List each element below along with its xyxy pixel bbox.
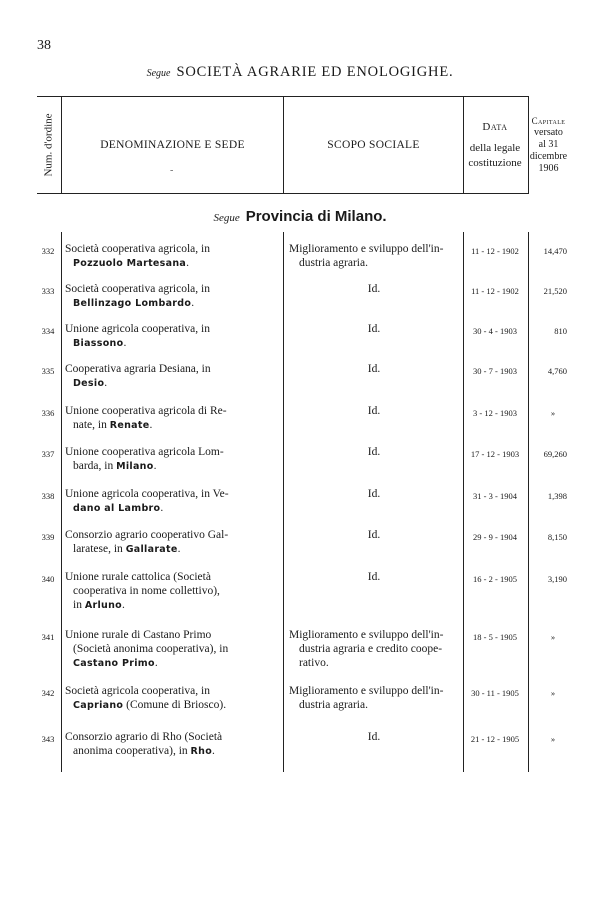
page-title bbox=[0, 64, 600, 81]
row-scopo: Miglioramento e sviluppo dell'in- dustria agraria. bbox=[289, 243, 444, 269]
row-scopo: Miglioramento e sviluppo dell'in- dustria agraria. bbox=[289, 685, 444, 711]
row-denominazione: Unione agricola cooperativa, in Biassono. bbox=[65, 323, 210, 349]
row-capitale: » bbox=[550, 734, 556, 744]
row-number: 338 bbox=[41, 491, 55, 501]
row-denominazione: Società cooperativa agricola, in Pozzuolo Martesana. bbox=[65, 243, 210, 269]
row-number: 334 bbox=[41, 326, 55, 336]
row-number: 339 bbox=[41, 532, 55, 542]
row-denominazione: Consorzio agrario cooperativo Gal- laratese, in Gallarate. bbox=[65, 529, 229, 555]
title-segue: Segue bbox=[146, 68, 171, 79]
column-header-data: Data della legale costituzione bbox=[463, 97, 526, 193]
row-denominazione: Unione agricola cooperativa, in Ve- dano al Lambro. bbox=[65, 488, 229, 514]
row-date: 18 - 5 - 1905 bbox=[473, 632, 517, 642]
row-scopo: Id. bbox=[367, 446, 381, 458]
row-date: 16 - 2 - 1905 bbox=[473, 574, 517, 584]
row-date: 11 - 12 - 1902 bbox=[471, 246, 519, 256]
page-number: 38 bbox=[37, 38, 51, 53]
section-segue: Segue bbox=[213, 212, 240, 224]
row-date: 30 - 7 - 1903 bbox=[473, 366, 517, 376]
row-number: 333 bbox=[41, 286, 55, 296]
row-number: 343 bbox=[41, 734, 55, 744]
row-number: 335 bbox=[41, 366, 55, 376]
row-scopo: Id. bbox=[367, 529, 381, 541]
row-denominazione: Cooperativa agraria Desiana, in Desio. bbox=[65, 363, 211, 389]
row-date: 30 - 11 - 1905 bbox=[471, 688, 519, 698]
row-capitale: 4,760 bbox=[547, 366, 567, 376]
table-body bbox=[37, 232, 567, 772]
row-denominazione: Società cooperativa agricola, in Bellinzago Lombardo. bbox=[65, 283, 210, 309]
row-date: 3 - 12 - 1903 bbox=[473, 408, 517, 418]
row-date: 17 - 12 - 1903 bbox=[470, 449, 520, 459]
row-scopo: Miglioramento e sviluppo dell'in- dustria agraria e credito coope- rativo. bbox=[289, 629, 444, 669]
row-denominazione: Unione cooperativa agricola di Re- nate, in Renate. bbox=[65, 405, 227, 431]
header-mark: - bbox=[170, 165, 174, 176]
row-scopo: Id. bbox=[367, 323, 381, 335]
section-heading bbox=[0, 208, 600, 225]
row-capitale: » bbox=[550, 632, 556, 642]
row-capitale: » bbox=[550, 408, 556, 418]
row-denominazione: Unione rurale di Castano Primo (Società anonima cooperativa), in Castano Primo. bbox=[65, 629, 229, 669]
row-date: 31 - 3 - 1904 bbox=[473, 491, 517, 501]
row-number: 341 bbox=[41, 632, 55, 642]
row-scopo: Id. bbox=[367, 488, 381, 500]
row-denominazione: Unione cooperativa agricola Lom- barda, in Milano. bbox=[65, 446, 224, 472]
column-rule bbox=[61, 232, 62, 772]
row-capitale: » bbox=[550, 688, 556, 698]
row-scopo: Id. bbox=[367, 283, 381, 295]
row-number: 342 bbox=[41, 688, 55, 698]
row-capitale: 3,190 bbox=[547, 574, 567, 584]
column-header-capitale: Capitale versato al 31 dicembre 1906 bbox=[528, 97, 568, 193]
row-number: 332 bbox=[41, 246, 55, 256]
row-scopo: Id. bbox=[367, 405, 381, 417]
section-name: Provincia di Milano. bbox=[245, 208, 387, 225]
row-number: 336 bbox=[41, 408, 55, 418]
row-capitale: 21,520 bbox=[543, 286, 567, 296]
row-date: 30 - 4 - 1903 bbox=[473, 326, 517, 336]
column-rule bbox=[463, 232, 464, 772]
row-scopo: Id. bbox=[367, 363, 381, 375]
row-denominazione: Società agricola cooperativa, in Capriano (Comune di Briosco). bbox=[65, 685, 227, 711]
column-header-scopo: SCOPO SOCIALE bbox=[283, 97, 463, 193]
row-denominazione: Consorzio agrario di Rho (Società anonima cooperativa), in Rho. bbox=[65, 731, 223, 757]
row-capitale: 8,150 bbox=[547, 532, 567, 542]
column-header-numero: Num. d'ordine bbox=[43, 113, 55, 177]
row-capitale: 810 bbox=[554, 326, 567, 336]
column-header-denominazione: DENOMINAZIONE E SEDE - bbox=[61, 97, 283, 193]
row-date: 21 - 12 - 1905 bbox=[470, 734, 520, 744]
row-capitale: 1,398 bbox=[547, 491, 567, 501]
row-date: 11 - 12 - 1902 bbox=[471, 286, 519, 296]
table-header bbox=[37, 96, 568, 194]
row-date: 29 - 9 - 1904 bbox=[473, 532, 517, 542]
row-number: 340 bbox=[41, 574, 55, 584]
row-capitale: 69,260 bbox=[543, 449, 567, 459]
title-text: SOCIETÀ AGRARIE ED ENOLOGIGHE. bbox=[176, 64, 454, 80]
row-capitale: 14,470 bbox=[543, 246, 567, 256]
row-number: 337 bbox=[41, 449, 55, 459]
row-scopo: Id. bbox=[367, 571, 381, 583]
column-rule bbox=[283, 232, 284, 772]
row-denominazione: Unione rurale cattolica (Società cooperativa in nome collettivo), in Arluno. bbox=[65, 571, 220, 611]
row-scopo: Id. bbox=[367, 731, 381, 743]
